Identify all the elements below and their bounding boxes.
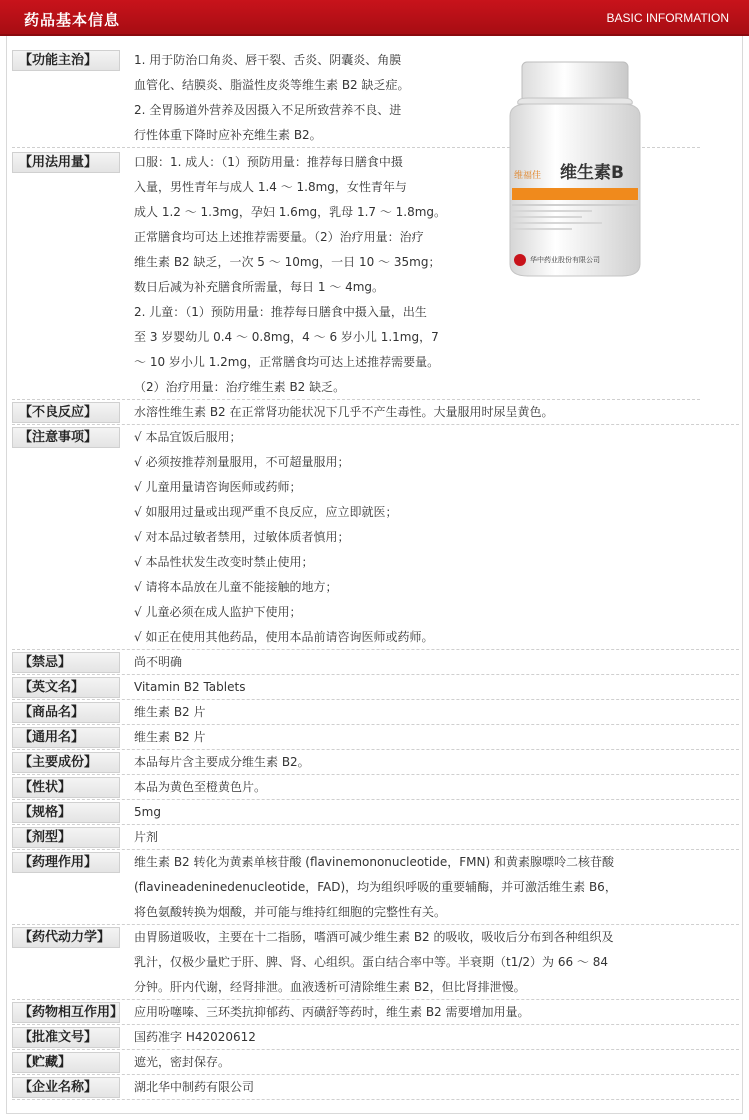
row-content bbox=[134, 1000, 530, 1025]
info-row bbox=[12, 750, 739, 775]
row-label: 【用法用量】 bbox=[12, 152, 120, 173]
header-title-english: BASIC INFORMATION bbox=[606, 11, 729, 25]
row-content bbox=[134, 775, 266, 800]
bottle-company-text: 华中药业股份有限公司 bbox=[530, 256, 600, 264]
content-line: √ 必须按推荐剂量服用，不可超量服用； bbox=[134, 455, 350, 469]
content-line: 正常膳食均可达上述推荐需要量。（2）治疗用量：治疗 bbox=[134, 230, 424, 244]
info-row bbox=[12, 925, 739, 1000]
info-row bbox=[12, 825, 739, 850]
content-line: √ 儿童用量请咨询医师或药师； bbox=[134, 480, 302, 494]
content-line: 由胃肠道吸收，主要在十二指肠，嗜酒可减少维生素 B2 的吸收，吸收后分布到各种组织及 bbox=[134, 930, 614, 944]
row-label: 【贮藏】 bbox=[12, 1052, 120, 1073]
content-line: Vitamin B2 Tablets bbox=[134, 680, 246, 694]
content-line: ～ 10 岁小儿 1.2mg，正常膳食均可达上述推荐需要量。 bbox=[134, 355, 440, 369]
content-line: √ 如正在使用其他药品，使用本品前请咨询医师或药师。 bbox=[134, 630, 434, 644]
page-header bbox=[0, 0, 749, 36]
info-row bbox=[12, 775, 739, 800]
row-content bbox=[134, 650, 182, 675]
content-line: 数日后减为补充膳食所需量，每日 1 ～ 4mg。 bbox=[134, 280, 385, 294]
content-line: 行性体重下降时应补充维生素 B2。 bbox=[134, 128, 322, 142]
row-label: 【注意事项】 bbox=[12, 427, 120, 448]
row-content bbox=[134, 48, 410, 148]
content-line: 血管化、结膜炎、脂溢性皮炎等维生素 B2 缺乏症。 bbox=[134, 78, 410, 92]
row-label: 【商品名】 bbox=[12, 702, 120, 723]
info-row bbox=[12, 675, 739, 700]
row-label: 【批准文号】 bbox=[12, 1027, 120, 1048]
content-line: 入量，男性青年与成人 1.4 ～ 1.8mg，女性青年与 bbox=[134, 180, 407, 194]
info-row bbox=[12, 1050, 739, 1075]
content-line: 本品为黄色至橙黄色片。 bbox=[134, 780, 267, 794]
row-content bbox=[134, 925, 614, 1000]
content-line: 将色氨酸转换为烟酸，并可能与维持红细胞的完整性有关。 bbox=[134, 905, 447, 919]
row-label: 【规格】 bbox=[12, 802, 120, 823]
info-row bbox=[12, 1000, 739, 1025]
content-line: 维生素 B2 片 bbox=[134, 730, 206, 744]
content-line: 至 3 岁婴幼儿 0.4 ～ 0.8mg，4 ～ 6 岁小儿 1.1mg，7 bbox=[134, 330, 439, 344]
content-line: √ 本品性状发生改变时禁止使用； bbox=[134, 555, 314, 569]
row-label: 【主要成份】 bbox=[12, 752, 120, 773]
content-line: (flavineadeninedenucleotide，FAD)，均为组织呼吸的重要辅酶，并可激活维生素 B6， bbox=[134, 880, 617, 894]
info-row bbox=[12, 650, 739, 675]
content-line: √ 对本品过敏者禁用，过敏体质者慎用； bbox=[134, 530, 350, 544]
info-row bbox=[12, 425, 739, 650]
content-line: 2. 儿童：（1）预防用量：推荐每日膳食中摄入量，出生 bbox=[134, 305, 427, 319]
content-line: 5mg bbox=[134, 805, 161, 819]
info-row bbox=[12, 1025, 739, 1050]
row-content bbox=[134, 750, 310, 775]
content-line: 本品每片含主要成分维生素 B2。 bbox=[134, 755, 310, 769]
row-content bbox=[134, 400, 554, 425]
row-label: 【药物相互作用】 bbox=[12, 1002, 120, 1023]
info-row bbox=[12, 1075, 739, 1100]
row-content bbox=[134, 1050, 230, 1075]
content-line: √ 本品宜饭后服用； bbox=[134, 430, 242, 444]
content-line: 国药准字 H42020612 bbox=[134, 1030, 256, 1044]
content-line: 湖北华中制药有限公司 bbox=[134, 1080, 255, 1094]
content-line: √ 请将本品放在儿童不能接触的地方； bbox=[134, 580, 338, 594]
content-line: 1. 用于防治口角炎、唇干裂、舌炎、阴囊炎、角膜 bbox=[134, 53, 402, 67]
row-label: 【禁忌】 bbox=[12, 652, 120, 673]
content-line: 尚不明确 bbox=[134, 655, 183, 669]
content-line: 乳汁，仅极少量贮于肝、脾、肾、心组织。蛋白结合率中等。半衰期（t1/2）为 66 ～ 84 bbox=[134, 955, 609, 969]
info-row bbox=[12, 725, 739, 750]
row-label: 【不良反应】 bbox=[12, 402, 120, 423]
row-label: 【性状】 bbox=[12, 777, 120, 798]
row-label: 【药理作用】 bbox=[12, 852, 120, 873]
row-content bbox=[134, 150, 446, 400]
row-content bbox=[134, 1025, 256, 1050]
content-line: 成人 1.2 ～ 1.3mg，孕妇 1.6mg，乳母 1.7 ～ 1.8mg。 bbox=[134, 205, 447, 219]
row-content bbox=[134, 825, 158, 850]
content-line: 维生素 B2 缺乏，一次 5 ～ 10mg，一日 10 ～ 35mg； bbox=[134, 255, 441, 269]
row-content bbox=[134, 1075, 254, 1100]
content-line: 遮光，密封保存。 bbox=[134, 1055, 231, 1069]
content-line: √ 如服用过量或出现严重不良反应，应立即就医； bbox=[134, 505, 398, 519]
row-content bbox=[134, 700, 206, 725]
header-title: 药品基本信息 bbox=[24, 11, 121, 29]
info-row bbox=[12, 700, 739, 725]
content-line: 维生素 B2 片 bbox=[134, 705, 206, 719]
row-label: 【企业名称】 bbox=[12, 1077, 120, 1098]
row-content bbox=[134, 425, 433, 650]
row-label: 【英文名】 bbox=[12, 677, 120, 698]
row-label: 【功能主治】 bbox=[12, 50, 120, 71]
content-line: 水溶性维生素 B2 在正常肾功能状况下几乎不产生毒性。大量服用时尿呈黄色。 bbox=[134, 405, 554, 419]
row-content bbox=[134, 675, 245, 700]
product-bottle-image bbox=[500, 58, 650, 280]
info-row bbox=[12, 400, 739, 425]
row-label: 【药代动力学】 bbox=[12, 927, 120, 948]
row-label: 【剂型】 bbox=[12, 827, 120, 848]
row-content bbox=[134, 800, 161, 825]
content-line: （2）治疗用量：治疗维生素 B2 缺乏。 bbox=[134, 380, 346, 394]
content-line: 2. 全胃肠道外营养及因摄入不足所致营养不良、进 bbox=[134, 103, 402, 117]
row-content bbox=[134, 850, 617, 925]
content-line: √ 儿童必须在成人监护下使用； bbox=[134, 605, 302, 619]
content-line: 维生素 B2 转化为黄素单核苷酸 (flavinemononucleotide，FMN) 和黄素腺嘌呤二核苷酸 bbox=[134, 855, 614, 869]
info-row bbox=[12, 850, 739, 925]
bottle-product-name: 维生素B bbox=[560, 163, 624, 183]
content-line: 分钟。肝内代谢，经肾排泄。血液透析可清除维生素 B2，但比肾排泄慢。 bbox=[134, 980, 526, 994]
content-line: 片剂 bbox=[134, 830, 159, 844]
row-label: 【通用名】 bbox=[12, 727, 120, 748]
bottle-brand-text: 维福佳 bbox=[514, 171, 542, 181]
row-content bbox=[134, 725, 206, 750]
content-line: 应用吩噻嗪、三环类抗抑郁药、丙磺舒等药时，维生素 B2 需要增加用量。 bbox=[134, 1005, 530, 1019]
info-row bbox=[12, 800, 739, 825]
content-line: 口服：1. 成人：（1）预防用量：推荐每日膳食中摄 bbox=[134, 155, 403, 169]
